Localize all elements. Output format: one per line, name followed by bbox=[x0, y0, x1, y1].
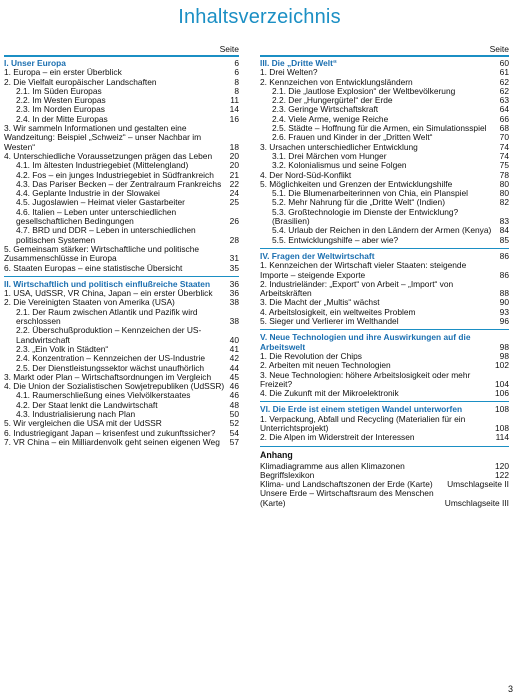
toc-entry bbox=[4, 124, 239, 152]
toc-entry bbox=[260, 261, 509, 280]
toc-entry-page: 14 bbox=[229, 104, 239, 115]
toc-entry-title: 4.7. BRD und DDR – Leben in unterschiedlichen politischen Systemen bbox=[16, 225, 196, 245]
toc-column-right bbox=[260, 44, 509, 508]
toc-entry-title: 4.4. Geplante Industrie in der Slowakei bbox=[16, 188, 160, 199]
toc-entry-page: 35 bbox=[229, 262, 239, 273]
toc-entry-title: 2.2. Im Westen Europas bbox=[16, 95, 106, 106]
toc-section-heading bbox=[260, 333, 509, 352]
toc-entry-page: 62 bbox=[499, 85, 509, 96]
toc-entry-page: 25 bbox=[229, 197, 239, 208]
toc-entry bbox=[260, 489, 509, 508]
toc-entry-title: 5.1. Die Blumenarbeiterinnen von Chia, ein Planspiel bbox=[272, 188, 468, 199]
toc-entry-title: 2. Kennzeichen von Entwicklungsländern bbox=[260, 76, 413, 87]
toc-entry-page: 86 bbox=[499, 250, 509, 261]
toc-entry-title: 4.2. Fos – ein junges Industriegebiet in Südfrankreich bbox=[16, 169, 214, 180]
toc-entry-page: 44 bbox=[229, 362, 239, 373]
toc-entry-page: 70 bbox=[499, 132, 509, 143]
page-title: Inhaltsverzeichnis bbox=[178, 6, 341, 28]
toc-entry bbox=[4, 264, 239, 273]
toc-entry-title: 3. Markt oder Plan – Wirtschaftsordnungen im Vergleich bbox=[4, 371, 212, 382]
toc-entry-title: 4. Die Zukunft mit der Mikroelektronik bbox=[260, 388, 399, 399]
toc-entry bbox=[4, 245, 239, 264]
toc-entry-title: 5.4. Urlaub der Reichen in den Ländern der Armen (Kenya) bbox=[272, 225, 492, 236]
toc-entry-title: 3.1. Drei Märchen vom Hunger bbox=[272, 150, 387, 161]
header-rule-right bbox=[260, 55, 509, 57]
toc-entry-page: 42 bbox=[229, 353, 239, 364]
toc-entry-page: 86 bbox=[499, 269, 509, 280]
toc-entry-title: 2.3. „Ein Volk in Städten“ bbox=[16, 343, 109, 354]
toc-entry-page: 108 bbox=[495, 404, 509, 415]
toc-entry-title: 4.1. Raumerschließung eines Vielvölkerstaates bbox=[16, 390, 191, 401]
toc-entry-page: 74 bbox=[499, 150, 509, 161]
toc-entry-page: 68 bbox=[499, 123, 509, 134]
toc-entry-page: 54 bbox=[229, 427, 239, 438]
toc-entry bbox=[260, 433, 509, 442]
toc-entry-title: 2.1. Der Raum zwischen Atlantik und Pazifik wird erschlossen bbox=[16, 306, 198, 327]
toc-entry-page: 80 bbox=[499, 178, 509, 189]
toc-entry-title: 2.3. Im Norden Europas bbox=[16, 104, 105, 115]
toc-entry-page: 60 bbox=[499, 58, 509, 68]
toc-entry-page: 75 bbox=[499, 160, 509, 171]
toc-entry-title: 5. Gemeinsam stärker: Wirtschaftliche und politische Zusammenschlüsse in Europa bbox=[4, 243, 200, 264]
toc-entry-page: 50 bbox=[229, 408, 239, 419]
toc-entry-page: 90 bbox=[499, 297, 509, 308]
toc-entry-page: 20 bbox=[229, 160, 239, 171]
toc-entry-title: 4.3. Das Pariser Becken – der Zentralraum Frankreichs bbox=[16, 178, 222, 189]
toc-entry-title: 4. Der Nord-Süd-Konflikt bbox=[260, 169, 352, 180]
toc-entry-title: 2.4. Konzentration – Kennzeichen der US-Industrie bbox=[16, 353, 206, 364]
toc-entry-title: 3. Ursachen unterschiedlicher Entwicklung bbox=[260, 141, 418, 152]
toc-entry-title: 2.5. Städte – Hoffnung für die Armen, ein Simulationsspiel bbox=[272, 123, 487, 134]
toc-entry-page: 122 bbox=[495, 469, 509, 480]
toc-entry-title: 4.6. Italien – Leben unter unterschiedlichen gesellschaftlichen Bedingungen bbox=[16, 206, 177, 227]
toc-entry-title: V. Neue Technologien und ihre Auswirkungen auf die Arbeitswelt bbox=[260, 332, 471, 352]
toc-entry-page: 98 bbox=[499, 350, 509, 361]
toc-entry-page: 61 bbox=[499, 67, 509, 78]
toc-entry-page: 78 bbox=[499, 169, 509, 180]
toc-entry bbox=[260, 389, 509, 398]
toc-entry-title: 5. Sieger und Verlierer im Welthandel bbox=[260, 316, 399, 327]
toc-entry-page: 83 bbox=[499, 216, 509, 227]
toc-entry-page: 52 bbox=[229, 418, 239, 429]
toc-entry bbox=[260, 236, 509, 245]
toc-entry-title: 4.2. Der Staat lenkt die Landwirtschaft bbox=[16, 399, 158, 410]
toc-entry-page: 104 bbox=[495, 378, 509, 389]
toc-entry-title: 3. Neue Technologien: höhere Arbeitslosigkeit oder mehr Freizeit? bbox=[260, 369, 471, 389]
toc-entry-page: 18 bbox=[229, 141, 239, 152]
toc-entry-page: Umschlagseite III bbox=[444, 497, 509, 508]
toc-entry-title: 1. USA, UdSSR, VR China, Japan – ein erster Überblick bbox=[4, 288, 213, 299]
section-divider bbox=[4, 276, 239, 277]
toc-entry-page: 8 bbox=[234, 76, 239, 87]
toc-entry-title: 5.5. Entwicklungshilfe – aber wie? bbox=[272, 234, 399, 245]
toc-entry-title: 1. Kennzeichen der Wirtschaft vieler Staaten: steigende Importe – steigende Exporte bbox=[260, 260, 467, 280]
section-divider bbox=[260, 446, 509, 447]
toc-entry-title: 1. Europa – ein erster Überblick bbox=[4, 67, 122, 78]
toc-entry-title: 4.5. Jugoslawien – Heimat vieler Gastarbeiter bbox=[16, 197, 185, 208]
toc-entry-title: 4.3. Industrialisierung nach Plan bbox=[16, 408, 136, 419]
toc-entry bbox=[4, 208, 239, 227]
toc-entry-page: 45 bbox=[229, 371, 239, 382]
toc-entry-page: 84 bbox=[499, 225, 509, 236]
toc-entry-page: 41 bbox=[229, 343, 239, 354]
toc-entry-page: 24 bbox=[229, 188, 239, 199]
toc-entry-title: 2. Die Vielfalt europäischer Landschaften bbox=[4, 76, 157, 87]
toc-entry bbox=[4, 326, 239, 345]
toc-entry-page: 66 bbox=[499, 113, 509, 124]
toc-entry-title: 2.4. Viele Arme, wenige Reiche bbox=[272, 113, 389, 124]
toc-entry-page: 20 bbox=[229, 150, 239, 161]
toc-entry-title: 4. Arbeitslosigkeit, ein weltweites Problem bbox=[260, 306, 416, 317]
toc-entry-title: 3. Die Macht der „Multis“ wächst bbox=[260, 297, 380, 308]
toc-entry-title: Unsere Erde – Wirtschaftsraum des Menschen (Karte) bbox=[260, 488, 434, 508]
toc-entry-title: 6. Staaten Europas – eine statistische Übersicht bbox=[4, 262, 183, 273]
section-divider bbox=[260, 329, 509, 330]
toc-entry bbox=[260, 280, 509, 299]
toc-entry-page: 93 bbox=[499, 306, 509, 317]
toc-entry-page: 36 bbox=[229, 278, 239, 289]
toc-entry-title: 4. Unterschiedliche Voraussetzungen prägen das Leben bbox=[4, 150, 213, 161]
toc-entry-title: 2.1. Im Süden Europas bbox=[16, 85, 102, 96]
toc-entry-page: 21 bbox=[229, 169, 239, 180]
toc-entry-title: 4.1. Im ältesten Industriegebiet (Mittelengland) bbox=[16, 160, 189, 171]
toc-entry-page: 6 bbox=[234, 67, 239, 78]
toc-entry-title: Begriffslexikon bbox=[260, 469, 315, 480]
toc-entry bbox=[260, 371, 509, 390]
toc-entry-title: Klima- und Landschaftszonen der Erde (Karte) bbox=[260, 479, 433, 490]
seite-label-right: Seite bbox=[489, 44, 509, 54]
toc-entry-title: Klimadiagramme aus allen Klimazonen bbox=[260, 460, 405, 471]
toc-column-left bbox=[4, 44, 239, 447]
toc-entry-page: 88 bbox=[499, 288, 509, 299]
toc-entry-page: 36 bbox=[229, 288, 239, 299]
toc-entry-title: 5. Wir vergleichen die USA mit der UdSSR bbox=[4, 418, 162, 429]
toc-entry-title: I. Unser Europa bbox=[4, 58, 66, 68]
toc-entry-page: 40 bbox=[229, 334, 239, 345]
toc-entry-title: 2.4. In der Mitte Europas bbox=[16, 113, 108, 124]
toc-entry bbox=[260, 317, 509, 326]
toc-entry-page: Umschlagseite II bbox=[447, 479, 509, 490]
toc-entry-page: 108 bbox=[495, 422, 509, 433]
toc-entry-page: 38 bbox=[229, 316, 239, 327]
toc-list-right bbox=[260, 59, 509, 508]
toc-entry-page: 48 bbox=[229, 399, 239, 410]
toc-entry-title: 2.1. Die „lautlose Explosion“ der Weltbevölkerung bbox=[272, 85, 456, 96]
toc-entry-page: 74 bbox=[499, 141, 509, 152]
toc-entry bbox=[260, 208, 509, 227]
header-rule-left bbox=[4, 55, 239, 57]
toc-entry-title: 2.5. Der Dienstleistungssektor wächst unaufhörlich bbox=[16, 362, 205, 373]
toc-entry-title: III. Die „Dritte Welt“ bbox=[260, 58, 338, 68]
section-divider bbox=[260, 248, 509, 249]
toc-entry-page: 46 bbox=[229, 381, 239, 392]
toc-entry-title: 6. Industriegigant Japan – krisenfest und zukunftssicher? bbox=[4, 427, 216, 438]
toc-list-left bbox=[4, 59, 239, 447]
toc-entry-title: 2. Arbeiten mit neuen Technologien bbox=[260, 360, 391, 371]
toc-entry-title: 2. Die Alpen im Widerstreit der Interessen bbox=[260, 432, 415, 443]
toc-entry bbox=[4, 438, 239, 447]
toc-entry-page: 62 bbox=[499, 76, 509, 87]
toc-entry-title: 3. Wir sammeln Informationen und gestalten eine Wandzeitung: Beispiel „Schweiz“ – unser Nachbar im Westen“ bbox=[4, 123, 202, 152]
toc-entry-page: 11 bbox=[230, 95, 239, 106]
toc-entry-title: 2. Die Vereinigten Staaten von Amerika (USA) bbox=[4, 297, 175, 308]
section-divider bbox=[260, 401, 509, 402]
toc-entry-page: 96 bbox=[499, 316, 509, 327]
toc-entry-title: 1. Verpackung, Abfall und Recycling (Materialien für ein Unterrichtsprojekt) bbox=[260, 413, 466, 433]
toc-entry bbox=[4, 308, 239, 327]
toc-entry-title: 2. Industrieländer: „Export“ von Arbeit – „Import“ von Arbeitskräften bbox=[260, 278, 454, 299]
toc-entry-title: 5.2. Mehr Nahrung für die „Dritte Welt“ (Indien) bbox=[272, 197, 445, 208]
toc-entry-title: 1. Drei Welten? bbox=[260, 67, 318, 78]
toc-entry bbox=[260, 415, 509, 434]
toc-entry-page: 85 bbox=[499, 234, 509, 245]
toc-entry-page: 28 bbox=[229, 234, 239, 245]
toc-entry-title: 2.2. Überschußproduktion – Kennzeichen der US-Landwirtschaft bbox=[16, 325, 202, 345]
toc-entry-title: 2.6. Frauen und Kinder in der „Dritten Welt“ bbox=[272, 132, 433, 143]
toc-entry-page: 38 bbox=[229, 297, 239, 308]
toc-entry-page: 102 bbox=[495, 360, 509, 371]
toc-entry-title: IV. Fragen der Weltwirtschaft bbox=[260, 250, 375, 261]
toc-entry bbox=[4, 226, 239, 245]
page-number: 3 bbox=[507, 684, 513, 694]
toc-entry-page: 120 bbox=[495, 460, 509, 471]
toc-entry-title: 5.3. Großtechnologie im Dienste der Entwicklung? (Brasilien) bbox=[272, 206, 459, 227]
toc-entry-title: II. Wirtschaftlich und politisch einflußreiche Staaten bbox=[4, 278, 211, 289]
toc-entry-page: 26 bbox=[229, 216, 239, 227]
toc-entry-page: 6 bbox=[234, 58, 239, 68]
toc-entry-title: 5. Möglichkeiten und Grenzen der Entwicklungshilfe bbox=[260, 178, 453, 189]
toc-entry-page: 82 bbox=[499, 197, 509, 208]
toc-entry-page: 98 bbox=[499, 341, 509, 352]
toc-entry-page: 114 bbox=[495, 432, 509, 443]
toc-entry-title: 7. VR China – ein Milliardenvolk geht seinen eigenen Weg bbox=[4, 436, 220, 447]
appendix-heading: Anhang bbox=[260, 449, 293, 460]
toc-entry-title: 3.2. Kolonialismus und seine Folgen bbox=[272, 160, 407, 171]
toc-entry-page: 80 bbox=[499, 188, 509, 199]
toc-entry-title: VI. Die Erde ist einem stetigen Wandel unterworfen bbox=[260, 404, 463, 415]
toc-entry-title: 1. Die Revolution der Chips bbox=[260, 350, 362, 361]
toc-entry-page: 64 bbox=[499, 104, 509, 115]
toc-entry-page: 8 bbox=[234, 85, 239, 96]
toc-entry-page: 16 bbox=[229, 113, 239, 124]
toc-entry-page: 46 bbox=[229, 390, 239, 401]
toc-entry-title: 2.2. Der „Hungergürtel“ der Erde bbox=[272, 95, 393, 106]
toc-entry-title: 4. Die Union der Sozialistischen Sowjetrepubliken (UdSSR) bbox=[4, 381, 225, 392]
toc-entry-page: 57 bbox=[229, 436, 239, 447]
toc-entry-page: 63 bbox=[499, 95, 509, 106]
toc-entry-page: 31 bbox=[229, 253, 239, 264]
toc-entry-title: 2.3. Geringe Wirtschaftskraft bbox=[272, 104, 379, 115]
seite-label-left: Seite bbox=[219, 44, 239, 54]
toc-entry-page: 22 bbox=[229, 178, 239, 189]
toc-entry-page: 106 bbox=[495, 388, 509, 399]
